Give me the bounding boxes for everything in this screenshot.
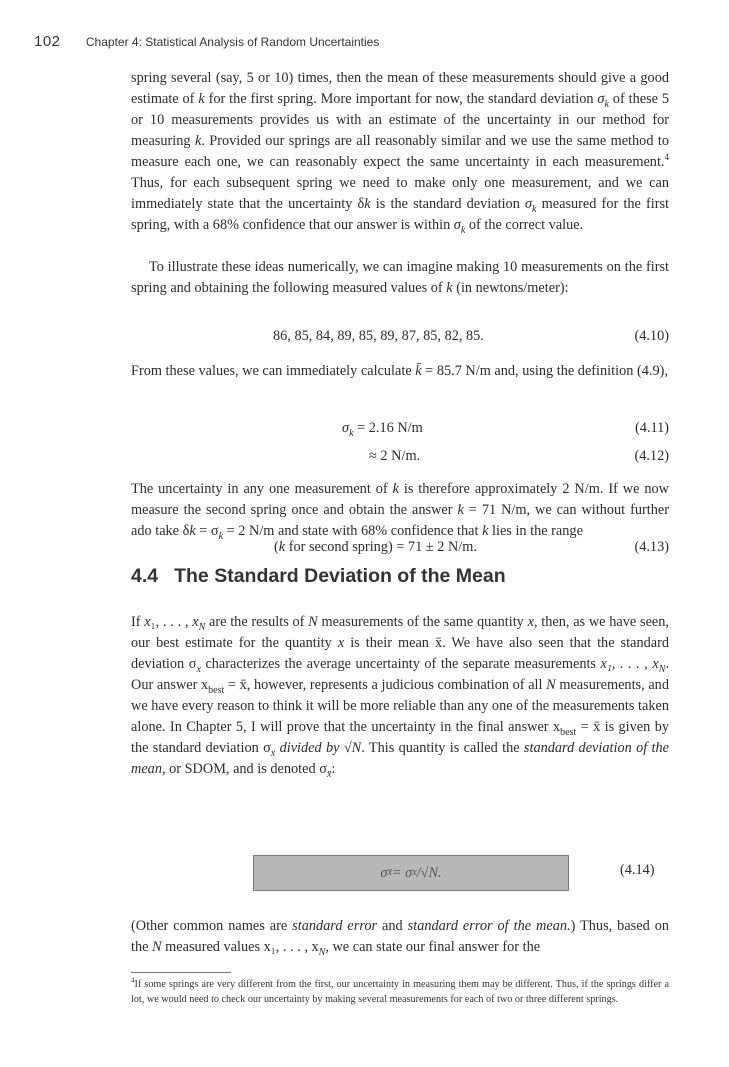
text-run: ) Thus, based on the (131, 918, 669, 955)
math-k: k (189, 523, 196, 539)
math-sub: k (218, 530, 224, 542)
text-run: . Our answer x (131, 656, 670, 693)
equation-number: (4.12) (634, 448, 669, 464)
text-run: , we can state our final answer for the (325, 939, 541, 955)
text-run: or SDOM, and is denoted σ (165, 761, 327, 777)
equation-number: (4.11) (634, 420, 669, 436)
equation-4-13 (131, 537, 669, 558)
equation-number: (4.10) (634, 328, 669, 344)
text-run: To illustrate these ideas numerically, we can imagine making 10 measurements on the first spring and obtaining the following measured values of (131, 259, 669, 296)
equation-4-11 (131, 418, 669, 439)
paragraph-4 (131, 479, 669, 542)
math-sub: best (208, 684, 225, 696)
math-sigma: σ (453, 217, 461, 233)
equation-body: for second spring) = 71 ± 2 N/m. (285, 539, 477, 555)
math-sub: k (532, 203, 537, 215)
paragraph-6 (131, 916, 669, 958)
math-sub: k (460, 224, 466, 236)
emphasis-standard-error: standard error (292, 918, 378, 934)
text-run: = 2 N/m and state with 68% confidence that (223, 523, 483, 539)
text-run: (Other common names are (131, 918, 293, 934)
text-run: . Provided our springs are all reasonably similar and we use the same method to measure each one, we can reasonably expect the same uncertainty in each measurement. (131, 133, 669, 170)
text-run: measurements, and we have every reason to think it will be more reliable than any one of the measurements taken alone. In Chapter 5, I will prove that the uncertainty in the final answer x (131, 677, 669, 735)
text-run: of the correct value. (465, 217, 584, 233)
equation-body: ≈ 2 N/m. (369, 448, 421, 464)
equation-4-12 (131, 446, 669, 467)
math-sub: N (658, 663, 666, 675)
equation-body: /√N. (416, 864, 442, 881)
text-run: of these 5 or 10 measurements provides us with an estimate of the uncertainty in our method for measuring (131, 91, 670, 149)
text-run: ₁, . . . , (150, 614, 193, 630)
math-k: k (446, 280, 453, 296)
math-N: N (546, 677, 556, 693)
text-run: Thus, for each subsequent spring we need to make only one measurement, and we can immediately state that the uncertainty δ (131, 175, 669, 212)
math-k: k (457, 502, 464, 518)
text-run: is their mean x̄. We have also seen that the standard deviation σ (131, 635, 669, 672)
emphasis-divided-by: divided by √N (275, 740, 362, 756)
paragraph-5 (131, 612, 669, 780)
text-run: measured for the first spring, with a 68% confidence that our answer is within (131, 196, 669, 233)
text-run: measurements of the same quantity (317, 614, 528, 630)
running-head (34, 33, 649, 50)
text-run: measured values x₁, . . . , x (161, 939, 319, 955)
math-sub: x (270, 747, 276, 759)
math-sub: N (198, 621, 206, 633)
emphasis-standard-error-mean: standard error of the mean. (407, 918, 571, 934)
math-sigma: σ (380, 864, 388, 881)
text-run: lies in the range (488, 523, 583, 539)
math-sub: k (604, 98, 609, 110)
math-N: N (152, 939, 162, 955)
equation-number: (4.13) (634, 539, 669, 555)
boxed-equation-4-14: σ x̄ = σ x /√N. (253, 855, 569, 891)
section-heading (131, 565, 506, 588)
paragraph-2 (131, 257, 669, 299)
math-k: k (392, 481, 399, 497)
text-run: is the standard deviation (370, 196, 525, 212)
footnote-ref: 4 (664, 152, 669, 163)
text-run: From these values, we can immediately calculate (131, 363, 416, 379)
math-kbar: k̄ (415, 363, 422, 379)
paragraph-1 (131, 68, 669, 236)
math-sigma: = σ (391, 864, 413, 881)
math-sub: k (349, 427, 354, 439)
math-k: k (198, 91, 205, 107)
math-sigma: σ (597, 91, 605, 107)
section-title: The Standard Deviation of the Mean (174, 565, 506, 587)
equation-4-10 (131, 326, 669, 347)
math-sigma: σ (342, 420, 350, 436)
math-x: x (337, 635, 345, 651)
text-run: = 85.7 N/m and, using the definition (4.9), (421, 363, 668, 379)
math-N: N (308, 614, 318, 630)
chapter-title: Chapter 4: Statistical Analysis of Random Uncertainties (85, 35, 380, 49)
text-run: are the results of (205, 614, 309, 630)
math-sub: N (318, 946, 326, 958)
text-run: , then, as we have seen, our best estimate for the quantity (131, 614, 669, 651)
emphasis-sdom: standard deviation of the mean, (131, 740, 669, 777)
text-run: = σ (195, 523, 219, 539)
text-run: for the first spring. More important for now, the standard deviation (204, 91, 598, 107)
math-sub: x (196, 663, 201, 675)
math-sub: best (560, 726, 577, 738)
text-run: characterizes the average uncertainty of the separate measurements (200, 656, 601, 672)
math-k: k (278, 539, 286, 555)
paragraph-3 (131, 361, 669, 382)
footnote (131, 978, 669, 1007)
math-x: x (144, 614, 151, 630)
text-run: . This quantity is called the (361, 740, 524, 756)
math-x: x (527, 614, 534, 630)
text-run: = x̄ is given by the standard deviation σ (131, 719, 669, 756)
text-run: is therefore approximately 2 N/m. If we now measure the second spring once and obtain the answer (131, 481, 669, 518)
text-run: and (377, 918, 408, 934)
math-x: x (192, 614, 199, 630)
footnote-text: If some springs are very different from the first, our uncertainty in measuring them may be different. Thus, if the springs differ a lot, we would need to check our uncertainty by making several measurements for each of two or three different springs. (131, 979, 669, 1005)
text-run: = 71 N/m, we can without further ado take δ (131, 502, 669, 539)
equation-body: = 2.16 N/m (353, 420, 423, 436)
equation-body: 86, 85, 84, 89, 85, 89, 87, 85, 82, 85. (273, 328, 484, 344)
text-run: (in newtons/meter): (452, 280, 569, 296)
text-run: spring several (say, 5 or 10) times, then the mean of these measurements should give a good estimate of (131, 70, 669, 107)
text-run: : (331, 761, 336, 777)
equation-number: (4.14) (620, 862, 655, 878)
math-sub: x̄ (326, 768, 332, 780)
text-run: = x̄, however, represents a judicious combination of all (224, 677, 547, 693)
math-k: k (194, 133, 202, 149)
text-run: The uncertainty in any one measurement of (131, 481, 393, 497)
equation-body: ( (274, 539, 279, 555)
page-number: 102 (34, 33, 61, 50)
math-sigma: σ (524, 196, 533, 212)
text-run: If (131, 614, 145, 630)
section-number: 4.4 (131, 565, 159, 587)
math-k: k (364, 196, 371, 212)
footnote-rule (131, 972, 231, 973)
math-x-list: x₁, . . . , x (600, 656, 659, 672)
math-k: k (482, 523, 489, 539)
footnote-marker: 4 (131, 976, 135, 985)
